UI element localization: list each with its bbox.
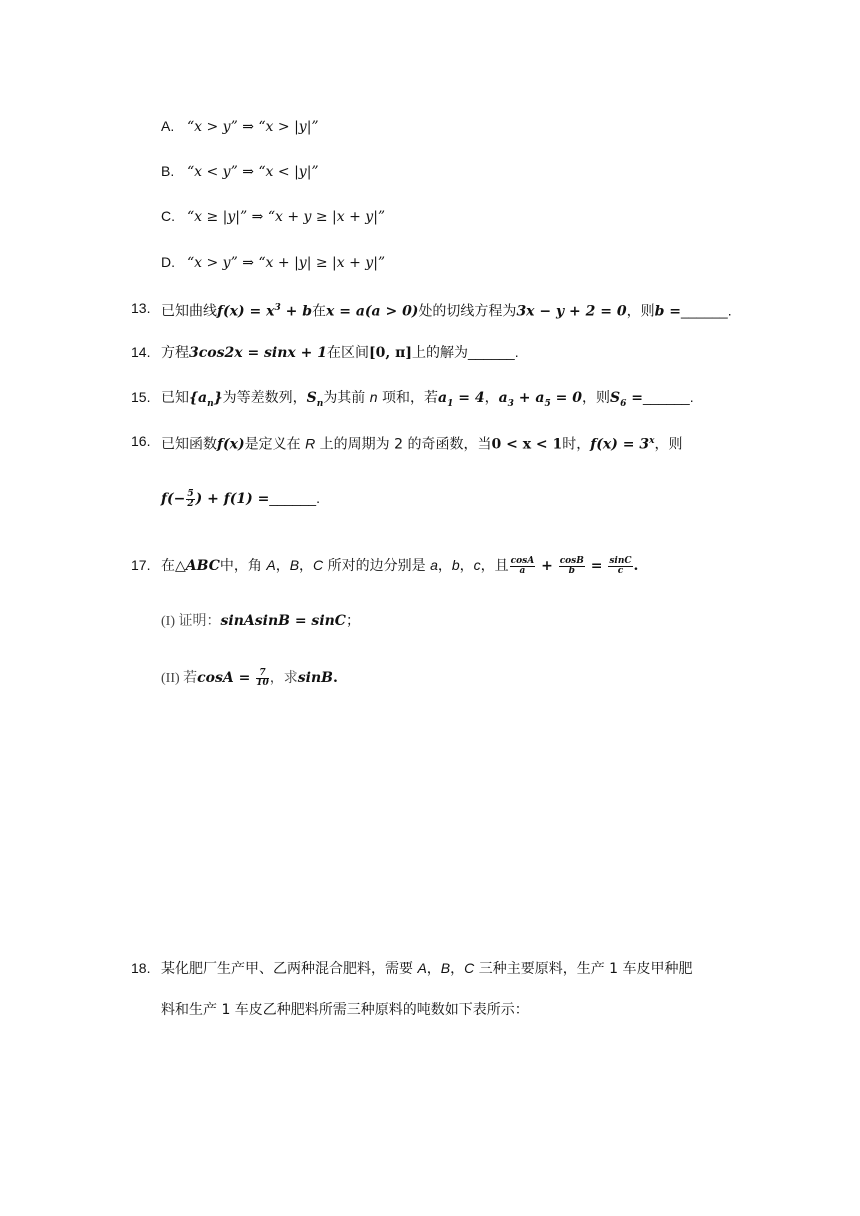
math-sup: x [649, 436, 655, 446]
question-number: 15. [131, 389, 151, 405]
part-label: (II) [161, 671, 180, 686]
italic-var: A [417, 960, 427, 976]
text: . [333, 670, 338, 686]
text: 是定义在 [244, 436, 306, 453]
fraction [256, 669, 269, 688]
text: 上的解为 [411, 345, 468, 361]
italic-var: a [430, 557, 438, 573]
option-d [161, 252, 385, 273]
fraction-denominator: c [617, 565, 624, 576]
question-17-part-2 [161, 668, 338, 689]
question-17-part-1 [161, 611, 360, 632]
italic-var: c [473, 557, 481, 573]
text: 在 [312, 303, 326, 320]
question-text [161, 958, 693, 979]
text: ， [275, 558, 290, 574]
math: {a [189, 390, 208, 406]
math: S [610, 390, 621, 406]
text: 所对的边分别是 [323, 558, 431, 574]
math: + [536, 558, 558, 574]
math: sinAsinB = sinC [220, 613, 346, 629]
option-text: “x > y” ⇒ “x > |y|” [187, 119, 319, 135]
text: ，则 [626, 303, 655, 320]
text: ； [345, 613, 360, 629]
math: = 4 [453, 390, 485, 406]
math: + b [280, 303, 312, 320]
math: 3cos2x = sinx + 1 [189, 345, 327, 361]
fraction-denominator: a [519, 565, 526, 576]
fraction-denominator: 10 [256, 677, 269, 688]
question-number: 14. [131, 344, 151, 360]
question-number: 16. [131, 433, 151, 449]
question-text [161, 555, 638, 576]
option-text: “x < y” ⇒ “x < |y|” [187, 164, 319, 180]
option-letter: D. [161, 254, 175, 270]
math: a [438, 390, 448, 406]
math: = 0 [550, 390, 582, 406]
text: ， [299, 558, 314, 574]
text: 为其前 [323, 390, 370, 406]
fraction [186, 490, 194, 509]
option-letter: B. [161, 163, 175, 179]
text: 某化肥厂生产甲、乙两种混合肥料，需要 [161, 961, 418, 977]
text: 项和，若 [377, 390, 439, 406]
text: 料和生产 1 车皮乙种肥料所需三种原料的吨数如下表所示： [161, 1002, 529, 1018]
fraction [559, 557, 585, 576]
math: f(x) = x [217, 303, 275, 320]
italic-var: C [464, 960, 475, 976]
question-text [161, 387, 694, 414]
math: [0, π] [369, 345, 412, 361]
fraction-numerator: cosB [559, 555, 584, 566]
italic-var: B [289, 557, 300, 573]
text: 中，角 [219, 558, 267, 574]
text: 已知曲线 [161, 303, 217, 320]
math: x = a(a > 0) [326, 303, 419, 320]
answer-blank: ______. [680, 302, 732, 319]
math: f(− [161, 491, 186, 507]
option-letter: C. [161, 208, 175, 224]
fraction-numerator: cosA [510, 555, 535, 566]
fraction-numerator: 7 [256, 669, 269, 679]
math: S [306, 390, 317, 406]
option-text: “x > y” ⇒ “x + |y| ≥ |x + y|” [187, 255, 386, 271]
italic-var: C [313, 557, 324, 573]
text: 为等差数列， [222, 390, 307, 406]
text: 证明： [175, 614, 221, 629]
text: 若 [179, 671, 198, 686]
text: 处的切线方程为 [418, 303, 517, 320]
text: ，求 [269, 671, 298, 686]
math: f(x) [217, 436, 245, 453]
option-b [161, 161, 319, 182]
text: 三种主要原料，生产 1 车皮甲种肥 [474, 961, 693, 977]
text: ， [437, 558, 452, 574]
answer-blank: ______. [643, 389, 694, 405]
fraction-numerator: sinC [609, 555, 632, 566]
text: ，则 [654, 436, 683, 453]
math: cosA = [197, 670, 256, 686]
math: 0 < x < 1 [491, 436, 563, 453]
math-sub: n [316, 398, 324, 409]
text: ，且 [480, 558, 509, 574]
math-sub: n [207, 398, 214, 409]
text: ，则 [582, 390, 610, 406]
question-text [161, 431, 682, 455]
math: + a [513, 390, 545, 406]
math-sup: 3 [274, 303, 281, 313]
math-sub: 3 [507, 398, 514, 409]
text: 已知 [161, 390, 189, 406]
text: 在△ [161, 558, 186, 574]
fraction [510, 557, 536, 576]
question-16-line-2 [161, 488, 320, 509]
question-number: 13. [131, 300, 151, 316]
italic-var: n [369, 389, 378, 405]
option-letter: A. [161, 118, 175, 134]
text: 方程 [161, 345, 189, 361]
question-number: 18. [131, 960, 151, 976]
math-sub: 5 [544, 398, 551, 409]
text: 已知函数 [161, 436, 217, 453]
question-number: 17. [131, 557, 151, 573]
italic-var: R [305, 435, 316, 452]
math: ) + f(1) = [195, 491, 270, 507]
math: a [498, 390, 508, 406]
option-text: “x ≥ |y|” ⇒ “x + y ≥ |x + y|” [187, 209, 386, 225]
math: ABC [185, 558, 220, 574]
option-c [161, 206, 385, 227]
question-text [161, 342, 519, 363]
math: } [213, 390, 223, 406]
text: 在区间 [327, 345, 369, 361]
math: f(x) = 3 [590, 436, 650, 453]
text: ， [450, 961, 465, 977]
part-label: (I) [161, 614, 175, 629]
italic-var: B [440, 960, 451, 976]
math: 3x − y + 2 = 0 [516, 303, 627, 320]
math-sub: 6 [620, 398, 627, 409]
text: ， [459, 558, 474, 574]
math: sinB [297, 670, 333, 686]
fraction [608, 557, 632, 576]
text: ， [484, 390, 499, 406]
answer-blank: ______. [269, 490, 320, 506]
fraction-numerator: 5 [187, 488, 194, 499]
math: = [626, 390, 643, 406]
question-18-line-2 [161, 1000, 529, 1020]
italic-var: A [266, 557, 276, 573]
italic-var: b [451, 557, 460, 573]
math: . [633, 558, 639, 574]
math-sub: 1 [447, 398, 454, 409]
text: 时， [562, 436, 591, 453]
math: = [585, 558, 608, 574]
fraction-denominator: 2 [187, 498, 194, 509]
fraction-denominator: b [568, 565, 575, 576]
math: b = [654, 303, 681, 320]
text: ， [426, 961, 441, 977]
answer-blank: ______. [467, 344, 519, 360]
option-a [161, 116, 319, 137]
question-text [161, 298, 732, 322]
text: 上的周期为 2 的奇函数，当 [315, 436, 492, 453]
